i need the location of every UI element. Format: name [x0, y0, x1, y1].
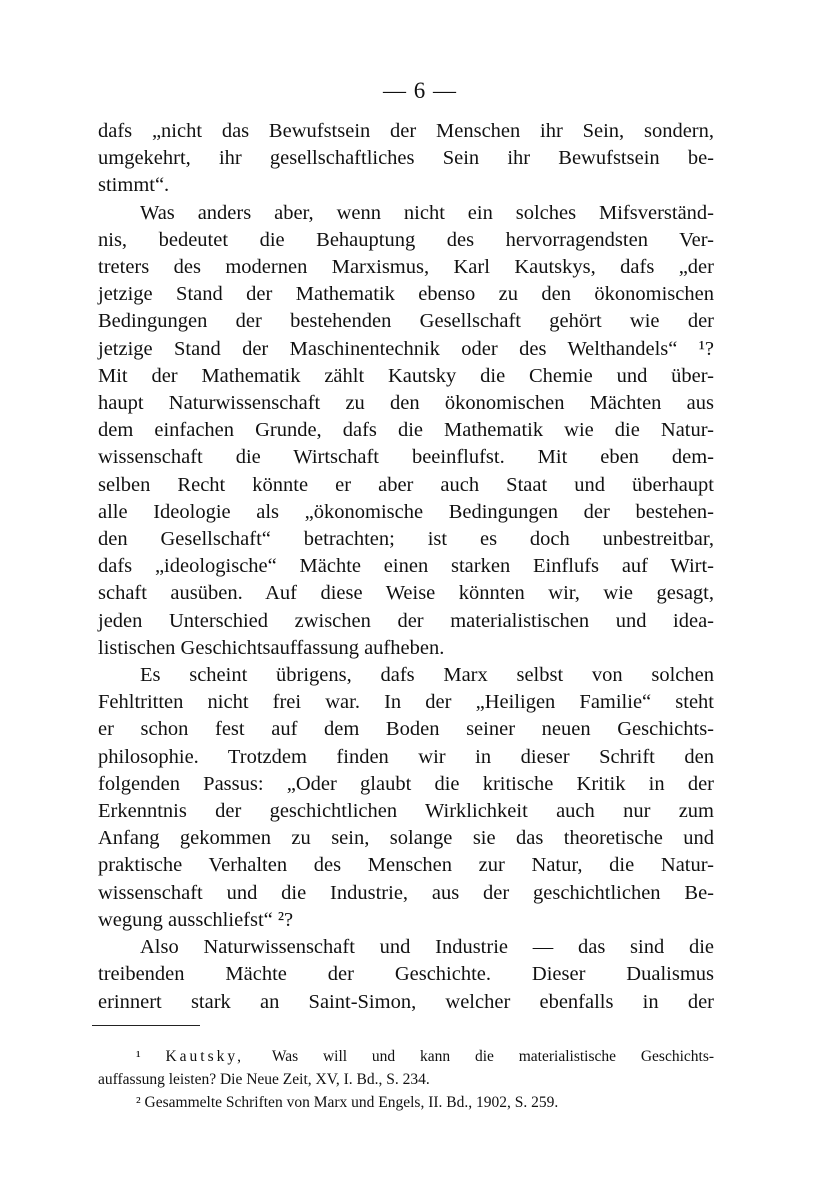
text-line: er schon fest auf dem Boden seiner neuen Geschichts-: [98, 718, 714, 741]
text-line: jetzige Stand der Mathematik ebenso zu den ökonomischen: [98, 283, 714, 306]
text-line: Was anders aber, wenn nicht ein solches Mifsverständ-: [140, 201, 714, 224]
footnote-text: auffassung leisten? Die Neue Zeit, XV, I. Bd., S. 234.: [98, 1071, 430, 1088]
text-line: treters des modernen Marxismus, Karl Kautskys, dafs „der: [98, 256, 714, 279]
footnote-text: Gesammelte Schriften von Marx und Engels, II. Bd., 1902, S. 259.: [144, 1094, 559, 1111]
footnote-mark: ²: [136, 1094, 145, 1111]
text-line: Erkenntnis der geschichtlichen Wirklichkeit auch nur zum: [98, 800, 714, 823]
text-line: selben Recht könnte er aber auch Staat und überhaupt: [98, 473, 714, 496]
text-line: folgenden Passus: „Oder glaubt die kritische Kritik in der: [98, 772, 714, 795]
text-line: Anfang gekommen zu sein, solange sie das theoretische und: [98, 827, 714, 850]
text-line: Bedingungen der bestehenden Gesellschaft gehört wie der: [98, 310, 714, 333]
text-line: jetzige Stand der Maschinentechnik oder des Welthandels“ ¹?: [98, 337, 714, 360]
page-number: — 6 —: [383, 78, 457, 103]
text-line: Mit der Mathematik zählt Kautsky die Chemie und über-: [98, 364, 714, 387]
text-line: Also Naturwissenschaft und Industrie — das sind die: [140, 936, 714, 959]
text-line: listischen Geschichtsauffassung aufheben.: [98, 636, 445, 659]
text-line: dafs „nicht das Bewufstsein der Menschen ihr Sein, sondern,: [98, 120, 714, 142]
text-line: nis, bedeutet die Behauptung des hervorragendsten Ver-: [98, 228, 714, 251]
footnote-text: Was will und kann die materialistische Geschichts-: [271, 1048, 715, 1065]
text-line: treibenden Mächte der Geschichte. Dieser Dualismus: [98, 963, 714, 986]
text-line: wissenschaft und die Industrie, aus der geschichtlichen Be-: [98, 881, 714, 904]
text-line: jeden Unterschied zwischen der materialistischen und idea-: [98, 609, 714, 632]
footnote-author: Kautsky,: [165, 1048, 272, 1065]
text-line: den Gesellschaft“ betrachten; ist es doch unbestreitbar,: [98, 528, 714, 551]
text-line: wegung ausschliefst“ ²?: [98, 908, 294, 931]
text-line: wissenschaft die Wirtschaft beeinflufst. Mit eben dem-: [98, 446, 714, 469]
footnote-line: [98, 1045, 714, 1068]
footnote-line: [98, 1068, 714, 1091]
text-line: stimmt“.: [98, 174, 170, 197]
footnote-line: [98, 1091, 714, 1114]
text-line: schaft ausüben. Auf diese Weise könnten wir, wie gesagt,: [98, 582, 714, 605]
text-line: philosophie. Trotzdem finden wir in dieser Schrift den: [98, 745, 714, 768]
text-line: dem einfachen Grunde, dafs die Mathematik wie die Natur-: [98, 419, 714, 442]
text-line: Es scheint übrigens, dafs Marx selbst von solchen: [140, 664, 714, 687]
text-line: alle Ideologie als „ökonomische Bedingungen der bestehen-: [98, 500, 714, 523]
text-line: dafs „ideologische“ Mächte einen starken Einflufs auf Wirt-: [98, 555, 714, 578]
text-line: erinnert stark an Saint-Simon, welcher ebenfalls in der: [98, 990, 714, 1013]
footnotes: [98, 1045, 714, 1114]
body-text: [98, 118, 714, 1016]
text-line: Fehltritten nicht frei war. In der „Heiligen Familie“ steht: [98, 691, 714, 714]
footnote-divider: [92, 1025, 200, 1026]
text-line: praktische Verhalten des Menschen zur Natur, die Natur-: [98, 854, 714, 877]
text-line: umgekehrt, ihr gesellschaftliches Sein ihr Bewufstsein be-: [98, 147, 714, 170]
text-line: haupt Naturwissenschaft zu den ökonomischen Mächten aus: [98, 392, 714, 415]
footnote-mark: ¹: [136, 1048, 166, 1065]
